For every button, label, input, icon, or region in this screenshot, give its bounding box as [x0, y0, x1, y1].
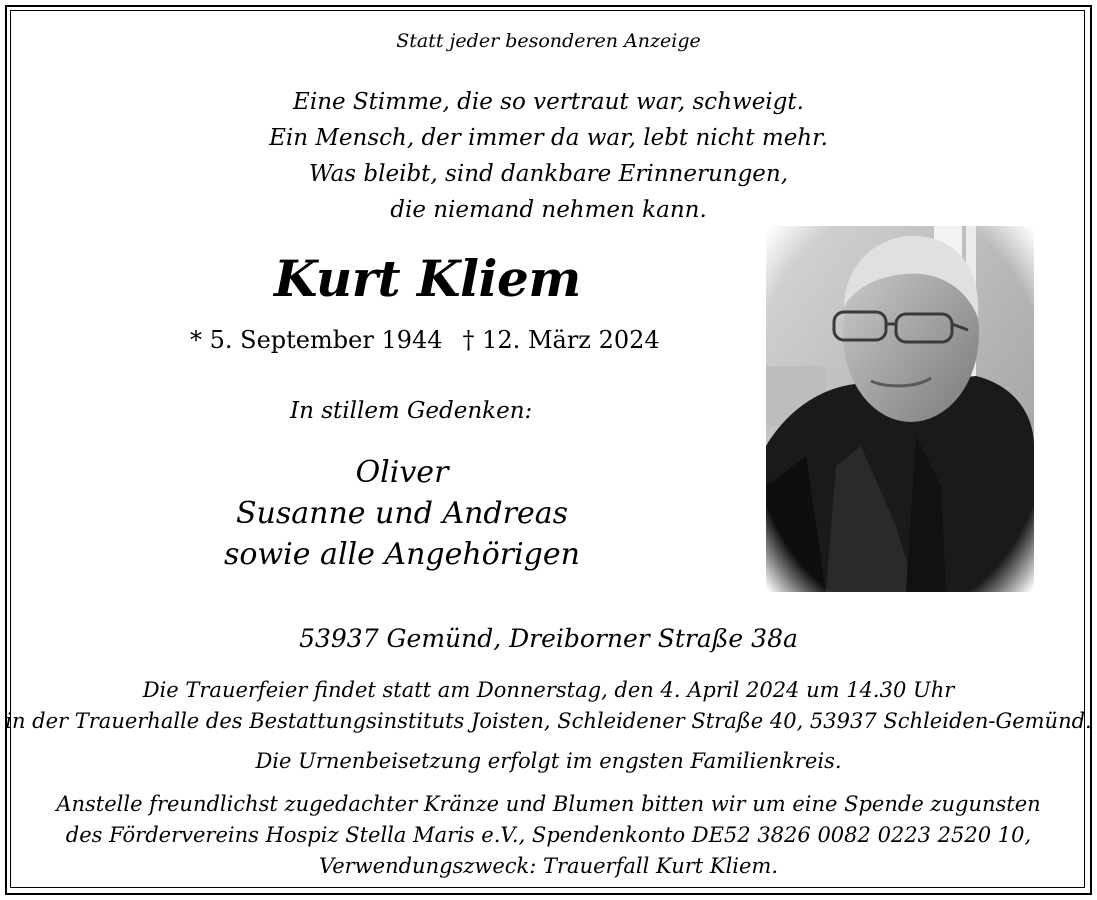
donation-line: des Fördervereins Hospiz Stella Maris e.V., Spendenkonto DE52 3826 0082 0223 2520 10,: [65, 823, 1032, 847]
poem-line: Eine Stimme, die so vertraut war, schweigt.: [293, 89, 804, 115]
poem-line: die niemand nehmen kann.: [390, 197, 707, 223]
mourner-name: sowie alle Angehörigen: [224, 537, 580, 572]
service-line: in der Trauerhalle des Bestattungsinstituts Joisten, Schleidener Straße 40, 53937 Schleiden-Gemünd.: [5, 709, 1092, 733]
service-info: [0, 675, 1097, 737]
life-dates: [190, 328, 660, 352]
poem-line: Ein Mensch, der immer da war, lebt nicht mehr.: [269, 125, 828, 151]
mourners-intro: In stillem Gedenken:: [290, 398, 533, 424]
deceased-name: Kurt Kliem: [274, 249, 581, 308]
mourners-list: [222, 452, 582, 575]
mourner-name: Oliver: [355, 455, 449, 490]
burial-line: Die Urnenbeisetzung erfolgt im engsten Familienkreis.: [255, 749, 842, 773]
service-line: Die Trauerfeier findet statt am Donnerstag, den 4. April 2024 um 14.30 Uhr: [142, 678, 955, 702]
header-line: Statt jeder besonderen Anzeige: [396, 30, 701, 52]
address: 53937 Gemünd, Dreiborner Straße 38a: [299, 624, 798, 653]
death-date: † 12. März 2024: [462, 326, 660, 354]
donation-line: Verwendungszweck: Trauerfall Kurt Kliem.: [318, 854, 779, 878]
portrait-icon: [766, 226, 1034, 592]
poem: [0, 84, 1097, 228]
portrait-photo: [766, 226, 1034, 592]
donation-line: Anstelle freundlichst zugedachter Kränze und Blumen bitten wir um eine Spende zugunsten: [56, 792, 1041, 816]
mourner-name: Susanne und Andreas: [235, 496, 569, 531]
burial-info: [0, 746, 1097, 777]
birth-date: * 5. September 1944: [190, 326, 443, 354]
poem-line: Was bleibt, sind dankbare Erinnerungen,: [308, 161, 789, 187]
donation-info: [0, 789, 1097, 882]
